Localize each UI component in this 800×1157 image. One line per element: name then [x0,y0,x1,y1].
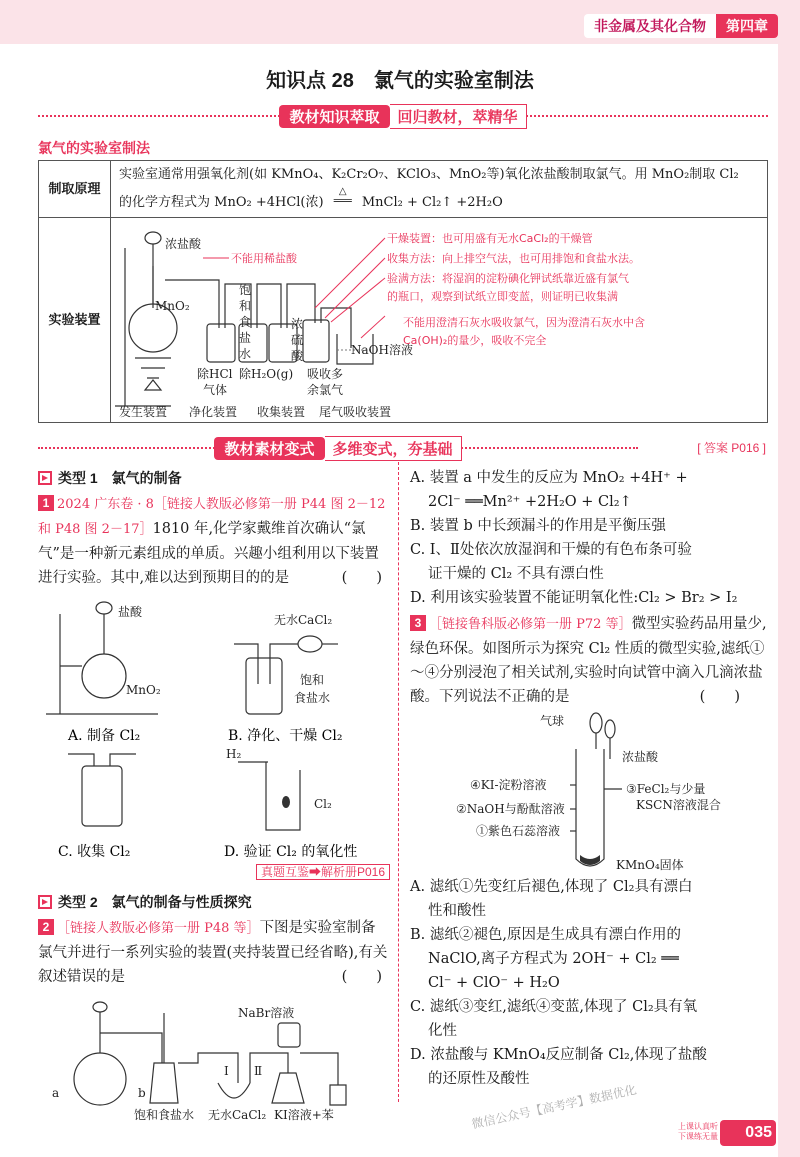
principle-line-2 [119,187,759,215]
stage-collection: 收集装置 [257,405,306,419]
label-mno2: MnO₂ [126,683,161,697]
question-2 [38,916,390,989]
question-number: 2 [38,919,54,935]
q2-apparatus-diagram [38,993,390,1123]
label-i: Ⅰ [224,1064,229,1078]
question-type-1: 类型 1 氯气的制备 [38,466,390,490]
label-ii: Ⅱ [254,1064,263,1078]
apparatus-cell [111,218,768,423]
stage-generation: 发生装置 [119,405,168,419]
topic-label: 非金属及其化合物 [584,14,716,38]
label-hcl: 盐酸 [118,605,143,619]
q2-option-a-1: A. 装置 a 中发生的反应为 MnO₂ +4H⁺ + [410,470,688,486]
equation-left: 的化学方程式为 MnO₂ +4HCl(浓) [119,195,324,210]
label-sat-salt [239,282,251,361]
label-b: b [138,1086,146,1100]
svg-text:气体: 气体 [203,383,228,397]
knowledge-table [38,160,768,423]
q3-option-a-2: 性和酸性 [428,903,486,919]
option-c: C. 收集 Cl₂ [58,844,131,860]
option-b: B. 净化、干燥 Cl₂ [228,728,343,744]
label-remove-hcl [197,367,233,397]
label-ki: KI溶液+苯 [274,1108,334,1122]
label-salt: 饱和食盐水 [134,1108,195,1122]
note-verify-2: 的瓶口，观察到试纸立即变蓝，则证明已收集满 [387,290,618,303]
label-hcl: 浓盐酸 [622,750,659,764]
q2-option-c-1: C. Ⅰ、Ⅱ处依次放湿润和干燥的有色布条可验 [410,542,692,558]
question-source: ［链接人教版必修第一册 P48 等］ [57,921,260,936]
play-icon [38,895,52,909]
label-absorb [307,366,343,397]
label-kscn: KSCN溶液混合 [636,798,721,812]
question-number: 3 [410,615,426,631]
label-balloon: 气球 [540,714,565,728]
question-3 [410,612,770,709]
q1-options-diagram [38,594,390,864]
svg-text:酸: 酸 [291,349,304,363]
apparatus-diagram [111,218,767,422]
note-limewater-2: Ca(OH)₂的量少，吸收不完全 [403,334,547,347]
footer-slogan: 上课认真听 下课练无量 [678,1122,718,1141]
note-dilute: 不能用稀盐酸 [231,252,297,265]
banner-sub: 多维变式，夯基础 [325,436,462,461]
q3-option-b-2: NaClO,离子方程式为 2OH⁻ + Cl₂ ══ [428,951,679,967]
label-naoh: NaOH溶液 [351,343,413,357]
q3-option-b-3: Cl⁻ + ClO⁻ + H₂O [428,975,560,991]
q3-option-c-1: C. 滤纸③变红,滤纸④变蓝,体现了 Cl₂具有氧 [410,999,698,1015]
equation-arrow: △ ═══ [333,186,352,207]
q3-option-a-1: A. 滤纸①先变红后褪色,体现了 Cl₂具有漂白 [410,879,693,895]
equation-right: MnCl₂ + Cl₂↑ +2H₂O [361,195,503,210]
label-cacl2: 无水CaCl₂ [208,1108,267,1122]
banner-sub: 回归教材，萃精华 [390,104,527,129]
label-mno2: MnO₂ [155,299,190,313]
q3-option-d-2: 的还原性及酸性 [428,1071,530,1087]
q2-option-b: B. 装置 b 中长颈漏斗的作用是平衡压强 [410,518,666,534]
q3-apparatus-diagram [410,709,770,875]
label-conc-h2so4 [291,317,304,363]
question-1 [38,492,390,590]
play-icon [38,471,52,485]
label-salt-1: 饱和 [300,673,325,687]
row-label: 实验装置 [39,218,111,423]
q3-option-d-1: D. 浓盐酸与 KMnO₄反应制备 Cl₂,体现了盐酸 [410,1047,707,1063]
note-collect: 收集方法：向上排空气法，也可用排饱和食盐水法。 [387,252,640,265]
question-type-2: 类型 2 氯气的制备与性质探究 [38,890,390,914]
question-text: 1810 年,化学家戴维首次确认“氯气”是一种新元素组成的单质。兴趣小组利用以下装置进行实验。其中,难以达到预期目的的是 [38,521,379,586]
svg-text:盐: 盐 [239,331,252,345]
question-number: 1 [38,495,54,511]
svg-text:水: 水 [239,347,252,361]
label-ki-starch: ④KI-淀粉溶液 [470,778,547,792]
label-h2: H₂ [226,747,242,761]
question-text: 下图是实验室制备氯气并进行一系列实验的装置(夹持装置已经省略),有关叙述错误的是 [38,920,388,985]
q3-option-b-1: B. 滤纸②褪色,原因是生成具有漂白作用的 [410,927,681,943]
chapter-number: 第四章 [716,14,778,38]
label-remove-h2o: 除H₂O(g) [239,367,294,381]
question-source: 2024 广东卷 · 8［链接人教版必修第一册 P44 图 2－12 和 P48 图 2－17］ [38,497,386,537]
answer-blank: ( ) [699,689,740,705]
label-litmus: ①紫色石蕊溶液 [476,824,561,838]
crossref-row [38,860,390,884]
watermark-text: 微信公众号【高考学】数据优化 [470,1082,638,1132]
svg-text:食: 食 [239,315,252,329]
label-conc-hcl: 浓盐酸 [165,237,202,251]
q3-option-c-2: 化性 [428,1023,457,1039]
label-a: a [52,1086,60,1100]
stage-tail-gas: 尾气吸收装置 [319,405,392,419]
page-number: 035 [720,1120,776,1146]
section-banner-variants [38,437,638,459]
note-limewater-1: 不能用澄清石灰水吸收氯气，因为澄清石灰水中含 [403,316,645,329]
table-row [39,161,768,218]
section-banner-knowledge [38,105,768,127]
svg-text:硫: 硫 [291,333,304,347]
answer-blank: ( ) [341,570,382,586]
answer-blank: ( ) [341,969,382,985]
row-label: 制取原理 [39,161,111,218]
svg-text:和: 和 [239,299,252,313]
label-cacl2: 无水CaCl₂ [274,613,333,627]
label-kmno4: KMnO₄固体 [616,858,684,872]
svg-text:除HCl: 除HCl [197,367,233,381]
label-salt-2: 食盐水 [294,691,331,705]
stage-purification: 净化装置 [189,405,238,419]
question-text: 微型实验药品用量少,绿色环保。如图所示为探究 Cl₂ 性质的微型实验,滤纸①～④分别浸泡了相关试剂,实验时向试管中滴入几滴浓盐酸。下列说法不正确的是 [410,616,767,705]
svg-text:吸收多: 吸收多 [307,367,344,381]
q2-option-d: D. 利用该实验装置不能证明氧化性:Cl₂ > Br₂ > I₂ [410,590,738,606]
principle-line-1: 实验室通常用强氧化剂(如 KMnO₄、K₂Cr₂O₇、KClO₃、MnO₂等)氧化浓盐酸制取氯气。用 MnO₂制取 Cl₂ [119,167,739,182]
option-a: A. 制备 Cl₂ [68,728,141,744]
label-fecl2: ③FeCl₂与少量 [626,782,706,796]
left-column [38,466,390,1123]
q2-option-a-2: 2Cl⁻ ══Mn²⁺ +2H₂O + Cl₂↑ [428,494,632,510]
label-naoh: ②NaOH与酚酞溶液 [456,802,565,816]
column-divider [398,462,399,1102]
label-cl2: Cl₂ [314,797,332,811]
note-drying: 干燥装置：也可用盛有无水CaCl₂的干燥管 [387,232,593,245]
section-heading: 氯气的实验室制法 [38,140,150,156]
option-d: D. 验证 Cl₂ 的氧化性 [224,844,358,860]
page-side-strip [778,44,800,1157]
page-title: 知识点 28 氯气的实验室制法 [266,70,534,92]
principle-cell [111,161,768,218]
right-column [410,466,770,1091]
q2-option-c-2: 证干燥的 Cl₂ 不具有漂白性 [428,566,604,582]
chapter-label [584,14,778,38]
svg-text:饱: 饱 [239,283,252,297]
svg-text:余氯气: 余氯气 [307,383,344,397]
note-verify-1: 验满方法：将湿润的淀粉碘化钾试纸靠近盛有氯气 [387,272,629,285]
crossref-link[interactable]: 真题互鉴➡解析册P016 [256,864,390,880]
table-row [39,218,768,423]
banner-main: 教材素材变式 [214,437,324,460]
label-nabr: NaBr溶液 [238,1006,295,1020]
question-source: ［链接鲁科版必修第一册 P72 等］ [429,617,632,632]
banner-main: 教材知识萃取 [279,105,389,128]
svg-text:浓: 浓 [291,317,304,331]
answer-reference: [ 答案 P016 ] [697,441,766,455]
